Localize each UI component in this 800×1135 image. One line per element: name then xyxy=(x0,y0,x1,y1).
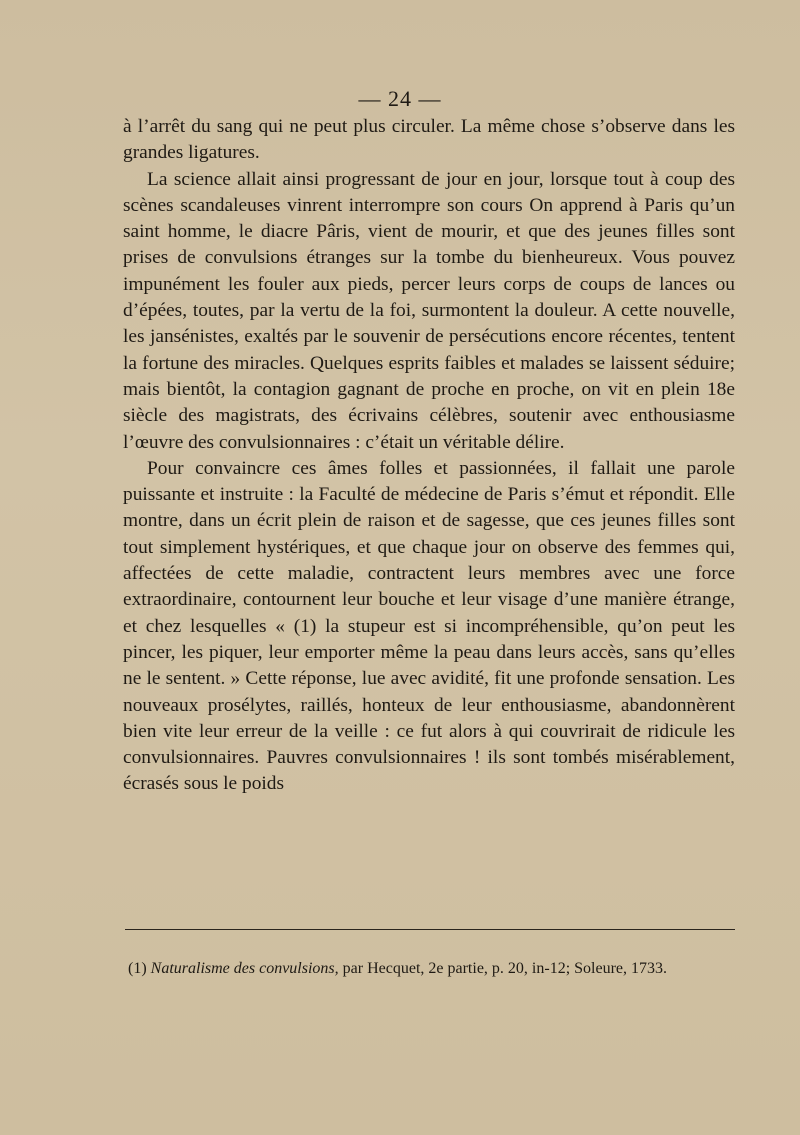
paragraph-2: La science allait ainsi progressant de jour en jour, lorsque tout à coup des scènes scandaleuses vinrent interrompre son cours On apprend à Paris qu’un saint homme, le diacre Pâris, vient de mourir, et que des jeunes filles sont prises de convulsions étranges sur la tombe du bienheureux. Vous pouvez impunément les fouler aux pieds, percer leurs corps de coups de lances ou d’épées, toutes, par la vertu de la foi, surmontent la douleur. A cette nouvelle, les jansénistes, exaltés par le souvenir de persécutions encore récentes, tentent la fortune des miracles. Quelques esprits faibles et malades se laissent séduire; mais bientôt, la contagion gagnant de proche en proche, on vit en plein 18e siècle des magistrats, des écrivains célèbres, soutenir avec enthousiasme l’œuvre des convulsionnaires : c’était un véritable délire. xyxy=(123,168,735,453)
footnote xyxy=(128,958,734,979)
body-text xyxy=(123,114,735,798)
page-number: — 24 — xyxy=(358,86,442,111)
footnote-title: Naturalisme des convulsions, xyxy=(150,960,339,977)
footnote-marker: (1) xyxy=(128,960,147,977)
paragraph-3: Pour convaincre ces âmes folles et passionnées, il fallait une parole puissante et instruite : la Faculté de médecine de Paris s’émut et répondit. Elle montre, dans un écrit plein de raison et de sagesse, que ces jeunes filles sont tout simplement hystériques, et que chaque jour on observe des femmes qui, affectées de cette maladie, contractent leurs membres avec une force extraordinaire, contournent leur bouche et leur visage d’une manière étrange, et chez lesquelles « (1) la stupeur est si incompréhensible, qu’on peut les pincer, les piquer, leur emporter même la peau dans leurs accès, sans qu’elles ne le sentent. » Cette réponse, lue avec avidité, fit une profonde sensation. Les nouveaux prosélytes, raillés, honteux de leur enthousiasme, abandonnèrent bien vite leur erreur de la veille : ce fut alors à qui couvrirait de ridicule les convulsionnaires. Pauvres convulsionnaires ! ils sont tombés misérablement, écrasés sous le poids xyxy=(123,457,735,795)
paragraph-1: à l’arrêt du sang qui ne peut plus circuler. La même chose s’observe dans les grandes ligatures. xyxy=(123,116,735,164)
footnote-text: par Hecquet, 2e partie, p. 20, in-12; Soleure, 1733. xyxy=(342,960,668,977)
footnote-divider xyxy=(125,929,735,930)
